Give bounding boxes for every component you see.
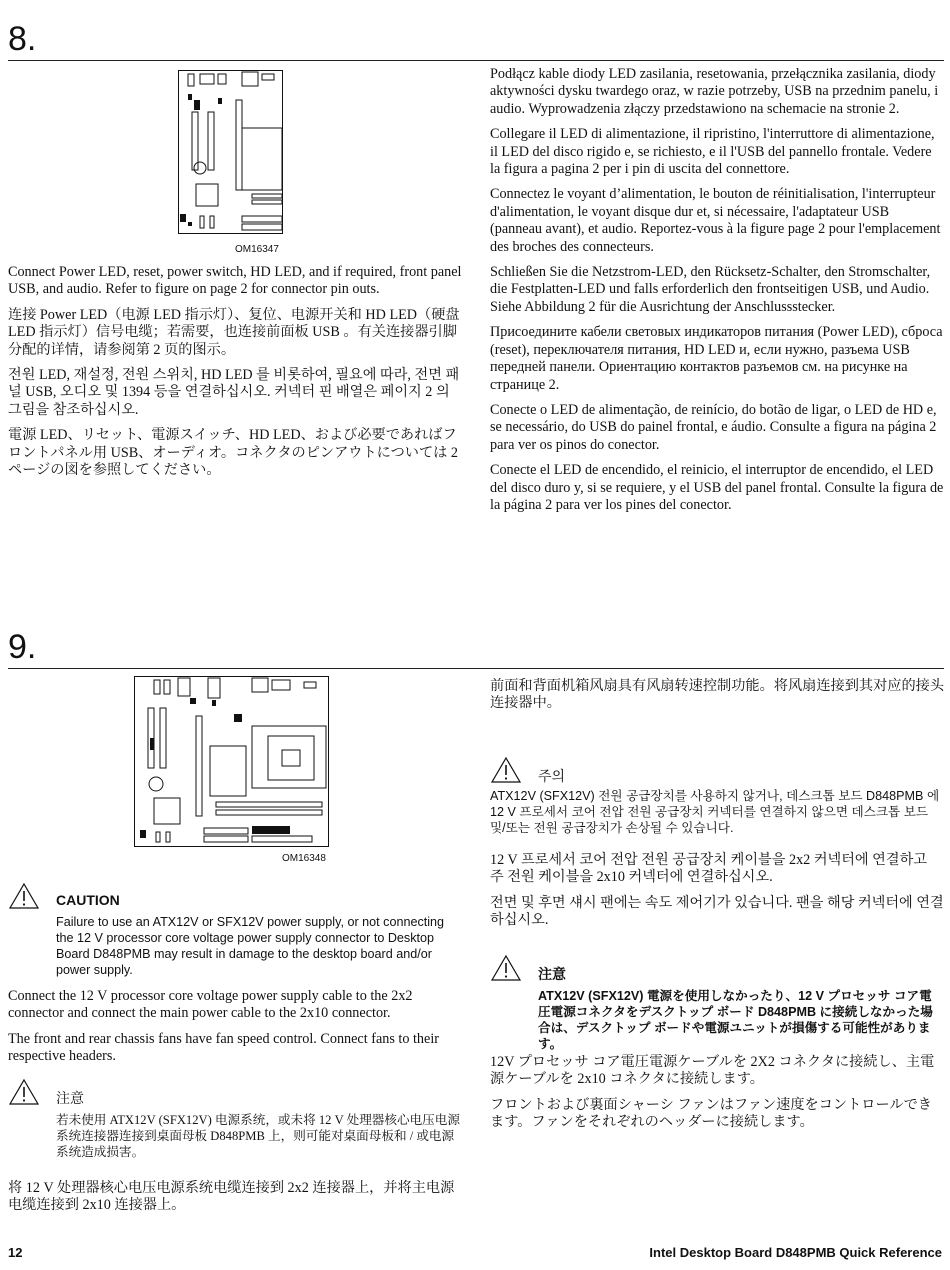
instruction-korean: 12 V 프로세서 코어 전압 전원 공급장치 케이블을 2x2 커넥터에 연결하고 주 전원 케이블을 2x10 커넥터에 연결하십시오.: [490, 852, 928, 886]
motherboard-partial-icon: [178, 70, 284, 235]
instruction-italian: Collegare il LED di alimentazione, il ripristino, l'interruttore di alimentazione, il LED del disco rigido e, se richiesto, e il l'USB del pannello frontale. Vedere la figura a pagina 2 per i pin di uscita del connettore.: [490, 126, 935, 178]
instruction-spanish: Conecte el LED de encendido, el reinicio, el interruptor de encendido, el LED del disco duro y, si se requiere, y el USB del panel frontal. Consulte la figura de la página 2 para ver los pines del conector.: [490, 462, 944, 513]
step9-left-chinese: [8, 1180, 464, 1223]
instruction-chinese: 连接 Power LED（电源 LED 指示灯）、复位、电源开关和 HD LED（硬盘 LED 指示灯）信号电缆；若需要，也连接前面板 USB 。有关连接器引脚分配的详情，请参阅第 2 页的图示。: [8, 306, 460, 358]
instruction-chinese: 将 12 V 处理器核心电压电源系统电缆连接到 2x2 连接器上，并将主电源电缆连接到 2x10 连接器上。: [8, 1180, 455, 1214]
step9-left-column: [8, 988, 464, 1074]
caution-title: 注意: [538, 966, 566, 982]
instruction-japanese: 電源 LED、リセット、電源スイッチ、HD LED、および必要であればフロントパネル用 USB、オーディオ。コネクタのピンアウトについては 2 ページの図を参照してください。: [8, 427, 458, 479]
figure-label: OM16348: [282, 853, 326, 864]
motherboard-full-icon: [134, 676, 330, 848]
figure-label: OM16347: [235, 244, 279, 255]
section-divider: [8, 60, 944, 61]
step-9-number: 9.: [8, 628, 37, 666]
caution-triangle-icon: [8, 1078, 40, 1106]
caution-title: 注意: [56, 1090, 84, 1106]
step8-left-column: [8, 264, 464, 487]
step9-right-top: [490, 678, 944, 721]
motherboard-diagram-step9: [134, 676, 334, 868]
instruction-portuguese: Conecte o LED de alimentação, de reinício, do botão de ligar, o LED de HD e, se necessário, do USB do painel frontal, e áudio. Consulte a figura na página 2 para ver os pinos do conector.: [490, 401, 937, 453]
caution-title: 주의: [538, 768, 566, 784]
instruction-polish: Podłącz kable diody LED zasilania, resetowania, przełącznika zasilania, diody aktywności dysku twardego oraz, w razie potrzeby, USB na przednim panelu, i audio. Wyprowadzenia złączy przedstawiono na schemacie na stronie 2.: [490, 66, 939, 117]
caution-english: [8, 882, 468, 982]
caution-triangle-icon: [8, 882, 40, 910]
instruction-french: Connectez le voyant d’alimentation, le bouton de réinitialisation, l'interrupteur d'alimentation, le voyant disque dur et, si nécessaire, l'adaptateur USB (panneau avant), et audio. Reportez-vous à la figure page 2 pour l'emplacement des broches des connecteurs.: [490, 186, 941, 255]
instruction-german: Schließen Sie die Netzstrom-LED, den Rücksetz-Schalter, den Stromschalter, die Festplatten-LED und falls erforderlich den frontseitigen USB, und Audio. Siehe Abbildung 2 für die Ausrichtung der Anschlussstecker.: [490, 264, 931, 315]
instruction-english-fans: The front and rear chassis fans have fan speed control. Connect fans to their respective headers.: [8, 1030, 439, 1065]
instruction-russian: Присоедините кабели световых индикаторов питания (Power LED), сброса (reset), переключателя питания, HD LED и, если нужно, разъема USB передней панели. Ориентацию контактов разъемов см. на рисунке на странице 2.: [490, 324, 943, 393]
caution-japanese: [490, 954, 944, 1050]
instruction-korean-fans: 전면 및 후면 섀시 팬에는 속도 제어기가 있습니다. 팬을 해당 커넥터에 연결하십시오.: [490, 894, 944, 929]
caution-body: 若未使用 ATX12V (SFX12V) 电源系统，或未将 12 V 处理器核心电压电源系统连接器连接到桌面母板 D848PMB 上，则可能对桌面母板和 / 或电源系统造成损害。: [56, 1113, 460, 1159]
section-divider: [8, 668, 944, 669]
instruction-japanese-fans: フロントおよび裏面シャーシ ファンはファン速度をコントロールできます。ファンをそれぞれのヘッダーに接続します。: [490, 1096, 932, 1131]
caution-body: ATX12V (SFX12V) 전원 공급장치를 사용하지 않거나, 데스크톱 보드 D848PMB 에 12 V 프로세서 코어 전압 전원 공급장치 커넥터를 연결하지 않으면 데스크톱 보드 및/또는 전원 공급장치가 손상될 수 있습니다.: [490, 789, 940, 835]
step9-right-korean: [490, 852, 944, 938]
step8-right-column: [490, 66, 944, 522]
caution-body: Failure to use an ATX12V or SFX12V power supply, or not connecting the 12 V processor core voltage power supply connector to Desktop Board D848PMB may result in damage to the desktop board and/or power supply.: [56, 915, 445, 977]
caution-korean: [490, 756, 944, 846]
caution-triangle-icon: [490, 756, 522, 784]
caution-title: CAUTION: [56, 892, 120, 908]
motherboard-diagram-step8: [178, 70, 284, 258]
instruction-chinese-fans: 前面和背面机箱风扇具有风扇转速控制功能。将风扇连接到其对应的接头连接器中。: [490, 678, 945, 712]
step-8-number: 8.: [8, 20, 37, 58]
caution-triangle-icon: [490, 954, 522, 982]
instruction-english: Connect the 12 V processor core voltage power supply cable to the 2x2 connector and connect the main power cable to the 2x10 connector.: [8, 988, 413, 1022]
instruction-japanese: 12V プロセッサ コア電圧電源ケーブルを 2X2 コネクタに接続し、主電源ケーブルを 2x10 コネクタに接続します。: [490, 1054, 935, 1088]
step9-right-japanese: [490, 1054, 944, 1140]
document-title: Intel Desktop Board D848PMB Quick Reference: [649, 1245, 942, 1260]
caution-body: ATX12V (SFX12V) 電源を使用しなかったり、12 V プロセッサ コア電圧電源コネクタをデスクトップ ボード D848PMB に接続しなかった場合は、デスクトップ ボードや電源ユニットが損傷する可能性があります。: [538, 989, 933, 1051]
page-number: 12: [8, 1245, 23, 1260]
caution-chinese: [8, 1078, 468, 1159]
instruction-korean: 전원 LED, 재설정, 전원 스위치, HD LED 를 비롯하여, 필요에 따라, 전면 패널 USB, 오디오 및 1394 등을 연결하십시오. 커넥터 핀 배열은 페이지 2 의 그림을 참조하십시오.: [8, 367, 460, 418]
instruction-english: Connect Power LED, reset, power switch, HD LED, and if required, front panel USB, and audio. Refer to figure on page 2 for connector pin outs.: [8, 264, 462, 298]
